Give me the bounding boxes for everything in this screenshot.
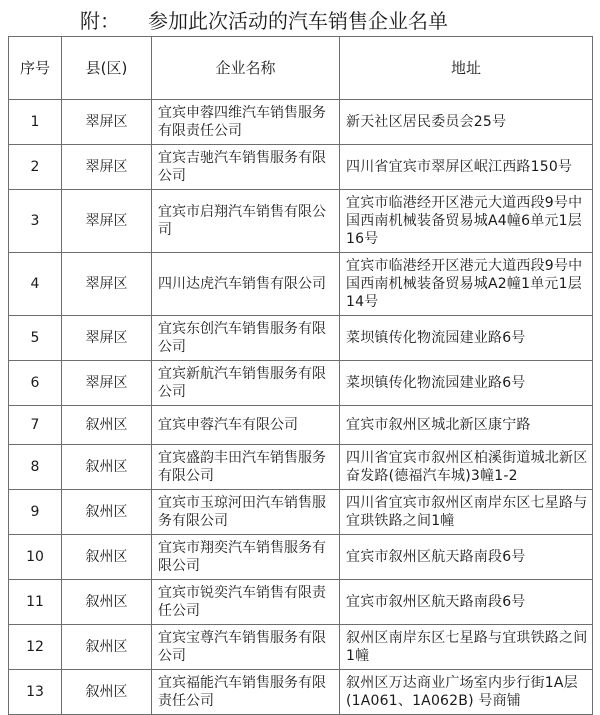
table-row bbox=[9, 445, 593, 490]
cell-county: 叙州区 bbox=[62, 625, 152, 670]
table-row bbox=[9, 535, 593, 580]
cell-county: 叙州区 bbox=[62, 670, 152, 715]
cell-county: 翠屏区 bbox=[62, 145, 152, 190]
cell-county: 翠屏区 bbox=[62, 190, 152, 253]
cell-county: 翠屏区 bbox=[62, 253, 152, 316]
table-row bbox=[9, 490, 593, 535]
cell-no: 3 bbox=[9, 190, 62, 253]
table-row bbox=[9, 145, 593, 190]
table-row bbox=[9, 580, 593, 625]
table-row bbox=[9, 361, 593, 406]
table-row bbox=[9, 316, 593, 361]
cell-county: 叙州区 bbox=[62, 406, 152, 445]
cell-no: 6 bbox=[9, 361, 62, 406]
cell-address: 宜宾市临港经开区港元大道西段9号中国西南机械装备贸易城A4幢6单元1层16号 bbox=[340, 190, 593, 253]
header-address: 地址 bbox=[340, 37, 593, 100]
header-name: 企业名称 bbox=[152, 37, 340, 100]
cell-address: 新天社区居民委员会25号 bbox=[340, 100, 593, 145]
table-row bbox=[9, 190, 593, 253]
cell-name: 宜宾盛韵丰田汽车销售服务有限公司 bbox=[152, 445, 340, 490]
cell-no: 2 bbox=[9, 145, 62, 190]
cell-county: 叙州区 bbox=[62, 445, 152, 490]
table-header-row bbox=[9, 37, 593, 100]
cell-county: 翠屏区 bbox=[62, 316, 152, 361]
cell-address: 宜宾市叙州区航天路南段6号 bbox=[340, 535, 593, 580]
title-text: 参加此次活动的汽车销售企业名单 bbox=[148, 9, 448, 33]
cell-address: 四川省宜宾市叙州区南岸东区七星路与宜珙铁路之间1幢 bbox=[340, 490, 593, 535]
cell-no: 13 bbox=[9, 670, 62, 715]
table-row bbox=[9, 100, 593, 145]
table-row bbox=[9, 670, 593, 715]
header-no: 序号 bbox=[9, 37, 62, 100]
company-table bbox=[8, 36, 593, 715]
cell-name: 宜宾市玉琼河田汽车销售服务有限公司 bbox=[152, 490, 340, 535]
cell-address: 四川省宜宾市叙州区柏溪街道城北新区奋发路(德福汽车城)3幢1-2 bbox=[340, 445, 593, 490]
cell-address: 菜坝镇传化物流园建业路6号 bbox=[340, 361, 593, 406]
cell-no: 12 bbox=[9, 625, 62, 670]
cell-no: 9 bbox=[9, 490, 62, 535]
cell-address: 宜宾市叙州区城北新区康宁路 bbox=[340, 406, 593, 445]
cell-name: 宜宾新航汽车销售服务有限公司 bbox=[152, 361, 340, 406]
cell-no: 11 bbox=[9, 580, 62, 625]
table-row bbox=[9, 406, 593, 445]
cell-name: 宜宾市启翔汽车销售有限公司 bbox=[152, 190, 340, 253]
table-row bbox=[9, 625, 593, 670]
title-prefix: 附： bbox=[80, 9, 120, 33]
cell-name: 宜宾市锐奕汽车销售有限责任公司 bbox=[152, 580, 340, 625]
header-county: 县(区) bbox=[62, 37, 152, 100]
cell-no: 5 bbox=[9, 316, 62, 361]
cell-address: 叙州区万达商业广场室内步行街1A层(1A061、1A062B) 号商铺 bbox=[340, 670, 593, 715]
cell-name: 宜宾申蓉汽车有限公司 bbox=[152, 406, 340, 445]
cell-no: 8 bbox=[9, 445, 62, 490]
cell-name: 四川达虎汽车销售有限公司 bbox=[152, 253, 340, 316]
cell-name: 宜宾申蓉四维汽车销售服务有限责任公司 bbox=[152, 100, 340, 145]
cell-address: 四川省宜宾市翠屏区岷江西路150号 bbox=[340, 145, 593, 190]
page-title bbox=[80, 6, 448, 36]
cell-address: 宜宾市临港经开区港元大道西段9号中国西南机械装备贸易城A2幢1单元1层14号 bbox=[340, 253, 593, 316]
cell-no: 10 bbox=[9, 535, 62, 580]
cell-name: 宜宾吉驰汽车销售服务有限公司 bbox=[152, 145, 340, 190]
cell-no: 7 bbox=[9, 406, 62, 445]
cell-county: 叙州区 bbox=[62, 580, 152, 625]
cell-name: 宜宾东创汽车销售服务有限公司 bbox=[152, 316, 340, 361]
cell-address: 叙州区南岸东区七星路与宜珙铁路之间1幢 bbox=[340, 625, 593, 670]
cell-county: 翠屏区 bbox=[62, 361, 152, 406]
cell-name: 宜宾福能汽车销售服务有限责任公司 bbox=[152, 670, 340, 715]
cell-no: 1 bbox=[9, 100, 62, 145]
cell-address: 宜宾市叙州区航天路南段6号 bbox=[340, 580, 593, 625]
cell-no: 4 bbox=[9, 253, 62, 316]
cell-name: 宜宾市翔奕汽车销售服务有限公司 bbox=[152, 535, 340, 580]
cell-county: 叙州区 bbox=[62, 535, 152, 580]
cell-address: 菜坝镇传化物流园建业路6号 bbox=[340, 316, 593, 361]
table-row bbox=[9, 253, 593, 316]
cell-county: 翠屏区 bbox=[62, 100, 152, 145]
cell-county: 叙州区 bbox=[62, 490, 152, 535]
cell-name: 宜宾宝尊汽车销售服务有限公司 bbox=[152, 625, 340, 670]
